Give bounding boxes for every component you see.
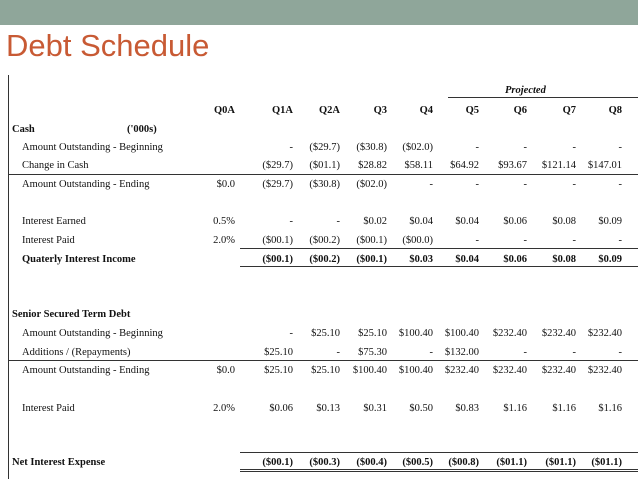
cash-section-label: Cash: [12, 124, 35, 135]
table-cell: $0.09: [598, 216, 622, 227]
table-cell: -: [475, 235, 479, 246]
column-header: Q8: [608, 105, 622, 116]
table-cell: $93.67: [498, 160, 527, 171]
table-cell: ($00.1): [262, 235, 293, 246]
table-cell: -: [572, 179, 576, 190]
projected-header: Projected: [505, 85, 546, 96]
table-cell: $0.04: [409, 216, 433, 227]
table-cell: $0.06: [503, 216, 527, 227]
projected-underline: [448, 97, 638, 98]
table-cell: $232.40: [541, 328, 576, 339]
table-cell: $0.08: [552, 216, 576, 227]
cash-row-label: Amount Outstanding - Beginning: [22, 142, 163, 153]
term-debt-row-label: Additions / (Repayments): [22, 347, 131, 358]
table-cell: $132.00: [444, 347, 479, 358]
table-cell: -: [289, 216, 293, 227]
table-cell: -: [336, 347, 340, 358]
table-cell: $100.40: [444, 328, 479, 339]
table-cell: -: [618, 179, 622, 190]
table-cell: $232.40: [587, 365, 622, 376]
table-cell: $0.04: [455, 216, 479, 227]
table-cell: $100.40: [352, 365, 387, 376]
table-cell: -: [336, 216, 340, 227]
column-header: Q3: [373, 105, 387, 116]
table-cell: -: [523, 179, 527, 190]
table-cell: $0.0: [216, 179, 235, 190]
term-interest-label: Interest Paid: [22, 403, 75, 414]
table-cell: -: [523, 235, 527, 246]
table-cell: -: [572, 142, 576, 153]
divider-line: [240, 248, 638, 249]
table-cell: ($00.3): [309, 457, 340, 468]
table-cell: 0.5%: [213, 216, 235, 227]
term-debt-row-label: Amount Outstanding - Beginning: [22, 328, 163, 339]
table-cell: $25.10: [264, 347, 293, 358]
table-cell: $0.09: [598, 254, 622, 265]
table-cell: ($01.1): [496, 457, 527, 468]
table-cell: ($29.7): [262, 160, 293, 171]
table-cell: ($02.0): [356, 179, 387, 190]
table-cell: -: [429, 347, 433, 358]
table-cell: $232.40: [492, 365, 527, 376]
table-cell: $25.10: [311, 328, 340, 339]
divider-line: [240, 266, 638, 267]
table-cell: ($00.4): [356, 457, 387, 468]
divider-line: [8, 174, 638, 175]
table-cell: $25.10: [264, 365, 293, 376]
table-cell: $232.40: [492, 328, 527, 339]
table-cell: ($00.2): [309, 254, 340, 265]
column-header: Q6: [513, 105, 527, 116]
table-cell: ($29.7): [262, 179, 293, 190]
table-cell: ($30.8): [309, 179, 340, 190]
table-cell: $1.16: [598, 403, 622, 414]
table-cell: $0.31: [363, 403, 387, 414]
table-cell: $64.92: [450, 160, 479, 171]
table-cell: 2.0%: [213, 235, 235, 246]
table-cell: ($29.7): [309, 142, 340, 153]
table-cell: -: [618, 142, 622, 153]
table-cell: ($00.8): [448, 457, 479, 468]
term-debt-section-label: Senior Secured Term Debt: [12, 309, 131, 320]
table-cell: ($00.1): [262, 254, 293, 265]
table-cell: $0.06: [503, 254, 527, 265]
quarterly-income-label: Quaterly Interest Income: [22, 254, 136, 265]
table-cell: $0.04: [455, 254, 479, 265]
table-cell: $0.83: [455, 403, 479, 414]
table-cell: $1.16: [503, 403, 527, 414]
table-cell: $232.40: [587, 328, 622, 339]
table-cell: $0.06: [269, 403, 293, 414]
table-cell: -: [475, 179, 479, 190]
table-cell: -: [618, 347, 622, 358]
table-cell: ($00.1): [262, 457, 293, 468]
table-cell: $100.40: [398, 365, 433, 376]
table-cell: -: [572, 347, 576, 358]
table-cell: ($01.1): [591, 457, 622, 468]
interest-row-label: Interest Earned: [22, 216, 86, 227]
table-cell: -: [289, 142, 293, 153]
table-cell: -: [289, 328, 293, 339]
column-header: Q5: [465, 105, 479, 116]
table-cell: $0.08: [552, 254, 576, 265]
cash-row-label: Amount Outstanding - Ending: [22, 179, 150, 190]
column-header: Q0A: [214, 105, 235, 116]
table-cell: $25.10: [358, 328, 387, 339]
table-cell: $232.40: [541, 365, 576, 376]
table-cell: $75.30: [358, 347, 387, 358]
slide-title: Debt Schedule: [6, 28, 210, 63]
table-cell: -: [523, 347, 527, 358]
table-cell: $28.82: [358, 160, 387, 171]
table-cell: $0.50: [409, 403, 433, 414]
column-header: Q1A: [272, 105, 293, 116]
table-cell: $25.10: [311, 365, 340, 376]
table-cell: -: [523, 142, 527, 153]
column-header: Q4: [419, 105, 433, 116]
table-cell: ($00.1): [356, 254, 387, 265]
table-cell: ($30.8): [356, 142, 387, 153]
table-cell: ($00.0): [402, 235, 433, 246]
table-cell: $0.13: [316, 403, 340, 414]
table-cell: -: [429, 179, 433, 190]
cash-row-label: Change in Cash: [22, 160, 89, 171]
term-debt-row-label: Amount Outstanding - Ending: [22, 365, 150, 376]
table-cell: $0.0: [216, 365, 235, 376]
table-cell: ($01.1): [545, 457, 576, 468]
table-cell: $58.11: [404, 160, 433, 171]
table-cell: -: [572, 235, 576, 246]
table-cell: ($00.5): [402, 457, 433, 468]
cash-unit-label: ('000s): [127, 124, 157, 135]
divider-line: [240, 452, 638, 453]
column-header: Q2A: [319, 105, 340, 116]
column-header: Q7: [562, 105, 576, 116]
table-cell: ($00.2): [309, 235, 340, 246]
net-interest-label: Net Interest Expense: [12, 457, 106, 468]
table-cell: ($01.1): [309, 160, 340, 171]
table-cell: ($02.0): [402, 142, 433, 153]
table-cell: $232.40: [444, 365, 479, 376]
table-cell: $1.16: [552, 403, 576, 414]
table-cell: $121.14: [541, 160, 576, 171]
table-cell: -: [618, 235, 622, 246]
table-cell: $0.03: [409, 254, 433, 265]
table-cell: -: [475, 142, 479, 153]
divider-line: [8, 360, 638, 361]
table-cell: $100.40: [398, 328, 433, 339]
interest-row-label: Interest Paid: [22, 235, 75, 246]
double-divider-line: [240, 469, 638, 472]
table-cell: $0.02: [363, 216, 387, 227]
table-cell: ($00.1): [356, 235, 387, 246]
table-cell: $147.01: [587, 160, 622, 171]
table-cell: 2.0%: [213, 403, 235, 414]
